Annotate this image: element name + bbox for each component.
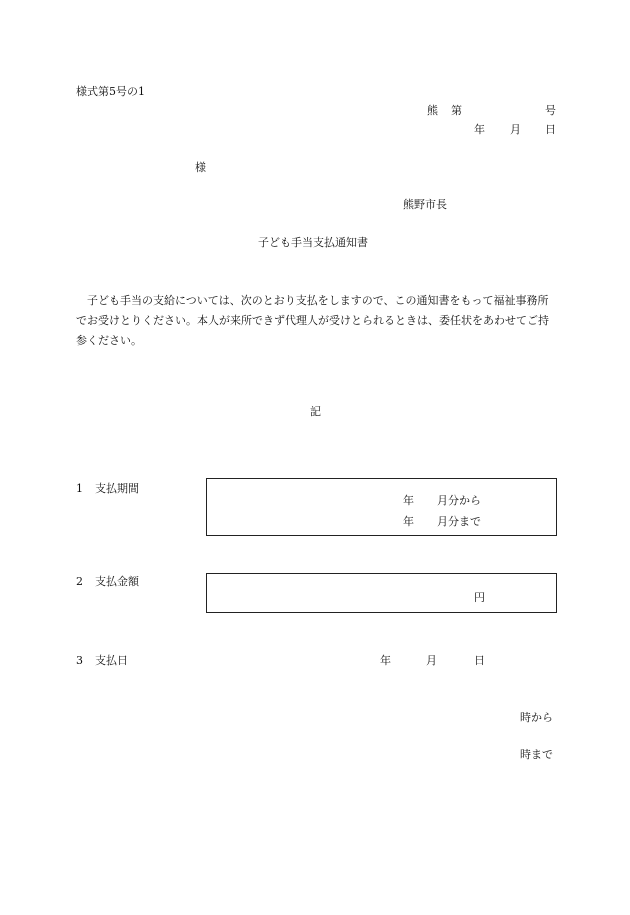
period-to-month: 月分まで — [437, 515, 481, 528]
document-title: 子ども手当支払通知書 — [258, 236, 368, 249]
payment-time-to: 時まで — [520, 748, 553, 761]
payment-date-year: 年 — [380, 654, 391, 667]
period-label: 支払期間 — [95, 482, 139, 495]
date-day-label: 日 — [545, 123, 556, 136]
payment-date-number: 3 — [76, 654, 83, 667]
date-year-label: 年 — [474, 123, 485, 136]
period-to-year: 年 — [403, 515, 414, 528]
date-month-label: 月 — [510, 123, 521, 136]
period-from-year: 年 — [403, 494, 414, 507]
issuer-name: 熊野市長 — [403, 198, 447, 211]
ki-heading: 記 — [310, 405, 321, 418]
amount-label: 支払金額 — [95, 575, 139, 588]
payment-date-label: 支払日 — [95, 654, 128, 667]
payment-time-from: 時から — [520, 711, 553, 724]
doc-number-prefix: 熊 — [427, 104, 438, 117]
doc-number-dai: 第 — [451, 104, 462, 117]
body-paragraph: 子ども手当の支給については、次のとおり支払をしますので、この通知書をもって福祉事務所でお受けとりください。本人が来所できず代理人が受けとられるときは、委任状をあわせてご持参ください。 — [76, 294, 549, 347]
doc-number-suffix: 号 — [545, 104, 556, 117]
addressee-honorific: 様 — [195, 161, 206, 174]
period-from-month: 月分から — [437, 494, 481, 507]
amount-number: 2 — [76, 575, 83, 588]
period-box — [206, 478, 557, 536]
period-number: 1 — [76, 482, 83, 495]
form-number: 様式第5号の1 — [76, 85, 145, 98]
payment-date-day: 日 — [474, 654, 485, 667]
amount-box — [206, 573, 557, 613]
payment-date-month: 月 — [426, 654, 437, 667]
amount-unit: 円 — [474, 591, 485, 604]
